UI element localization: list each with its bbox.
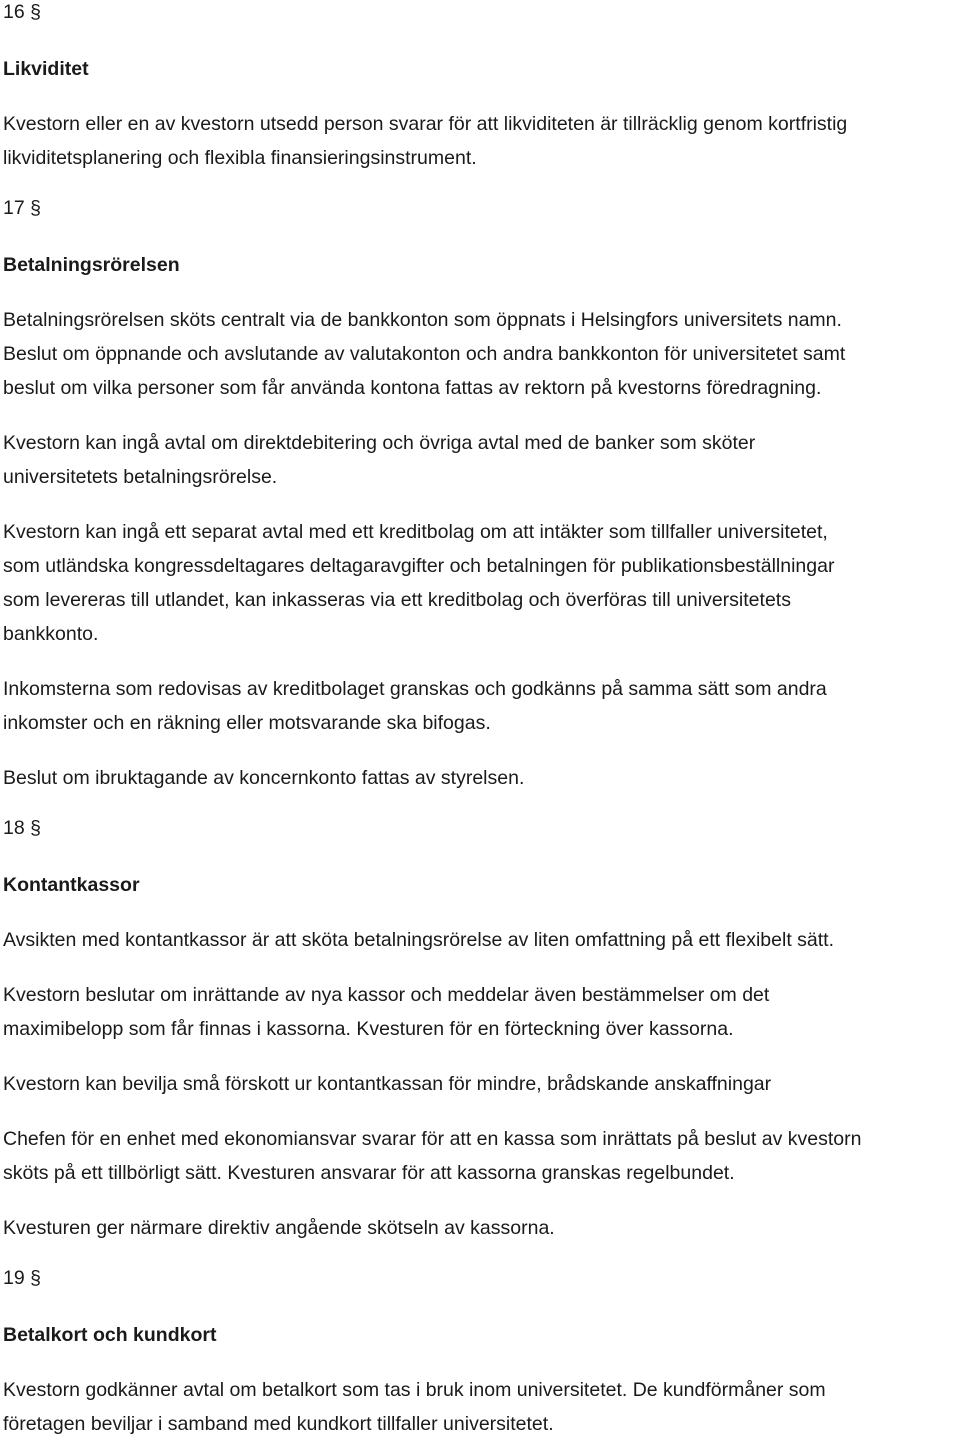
paragraph (3, 1122, 958, 1190)
paragraph (3, 672, 958, 740)
paragraph (3, 303, 958, 405)
section-17 (3, 196, 958, 795)
text-line: Kvestorn beslutar om inrättande av nya kassor och meddelar även bestämmelser om det (3, 984, 770, 1006)
section-number: 16 § (3, 1, 41, 23)
text-line: beslut om vilka personer som får använda kontona fattas av rektorn på kvestorns föredragning. (3, 377, 822, 399)
paragraph (3, 761, 958, 795)
text-line: Kvestorn godkänner avtal om betalkort som tas i bruk inom universitetet. De kundförmåner som (3, 1379, 826, 1401)
section-number: 19 § (3, 1267, 41, 1289)
paragraph (3, 107, 958, 175)
section-19 (3, 1266, 958, 1441)
text-line: inkomster och en räkning eller motsvarande ska bifogas. (3, 712, 491, 734)
section-number: 17 § (3, 197, 41, 219)
text-line: företagen beviljar i samband med kundkort tillfaller universitetet. (3, 1413, 554, 1435)
paragraph (3, 426, 958, 494)
text-line: Inkomsterna som redovisas av kreditbolaget granskas och godkänns på samma sätt som andra (3, 678, 827, 700)
text-line: maximibelopp som får finnas i kassorna. Kvesturen för en förteckning över kassorna. (3, 1018, 734, 1040)
text-line: Kvestorn eller en av kvestorn utsedd person svarar för att likviditeten är tillräcklig genom kortfristig (3, 113, 848, 135)
section-16 (3, 0, 958, 175)
text-line: Beslut om öppnande och avslutande av valutakonton och andra bankkonton för universitetet samt (3, 343, 846, 365)
text-line: Kvesturen ger närmare direktiv angående skötseln av kassorna. (3, 1217, 555, 1239)
text-line: Kvestorn kan bevilja små förskott ur kontantkassan för mindre, brådskande anskaffningar (3, 1073, 772, 1095)
section-heading: Betalkort och kundkort (3, 1324, 217, 1346)
section-heading: Betalningsrörelsen (3, 254, 180, 276)
section-number: 18 § (3, 817, 41, 839)
text-line: Chefen för en enhet med ekonomiansvar svarar för att en kassa som inrättats på beslut av kvestorn (3, 1128, 862, 1150)
section-heading: Likviditet (3, 58, 89, 80)
paragraph (3, 1373, 958, 1441)
text-line: likviditetsplanering och flexibla finansieringsinstrument. (3, 147, 477, 169)
text-line: universitetets betalningsrörelse. (3, 466, 278, 488)
paragraph (3, 515, 958, 651)
text-line: Kvestorn kan ingå avtal om direktdebitering och övriga avtal med de banker som sköter (3, 432, 756, 454)
section-18 (3, 816, 958, 1245)
paragraph (3, 1211, 958, 1245)
text-line: som utländska kongressdeltagares deltagaravgifter och betalningen för publikationsbeställningar (3, 555, 835, 577)
text-line: Kvestorn kan ingå ett separat avtal med ett kreditbolag om att intäkter som tillfaller universitetet, (3, 521, 828, 543)
paragraph (3, 978, 958, 1046)
text-line: Avsikten med kontantkassor är att sköta betalningsrörelse av liten omfattning på ett flexibelt sätt. (3, 929, 834, 951)
section-heading: Kontantkassor (3, 874, 140, 896)
document-page (3, 0, 958, 1441)
paragraph (3, 1067, 958, 1101)
paragraph (3, 923, 958, 957)
text-line: Beslut om ibruktagande av koncernkonto fattas av styrelsen. (3, 767, 525, 789)
text-line: som levereras till utlandet, kan inkasseras via ett kreditbolag och överföras till universitetets (3, 589, 791, 611)
text-line: sköts på ett tillbörligt sätt. Kvesturen ansvarar för att kassorna granskas regelbundet. (3, 1162, 735, 1184)
text-line: Betalningsrörelsen sköts centralt via de bankkonton som öppnats i Helsingfors universitets namn. (3, 309, 842, 331)
text-line: bankkonto. (3, 623, 99, 645)
